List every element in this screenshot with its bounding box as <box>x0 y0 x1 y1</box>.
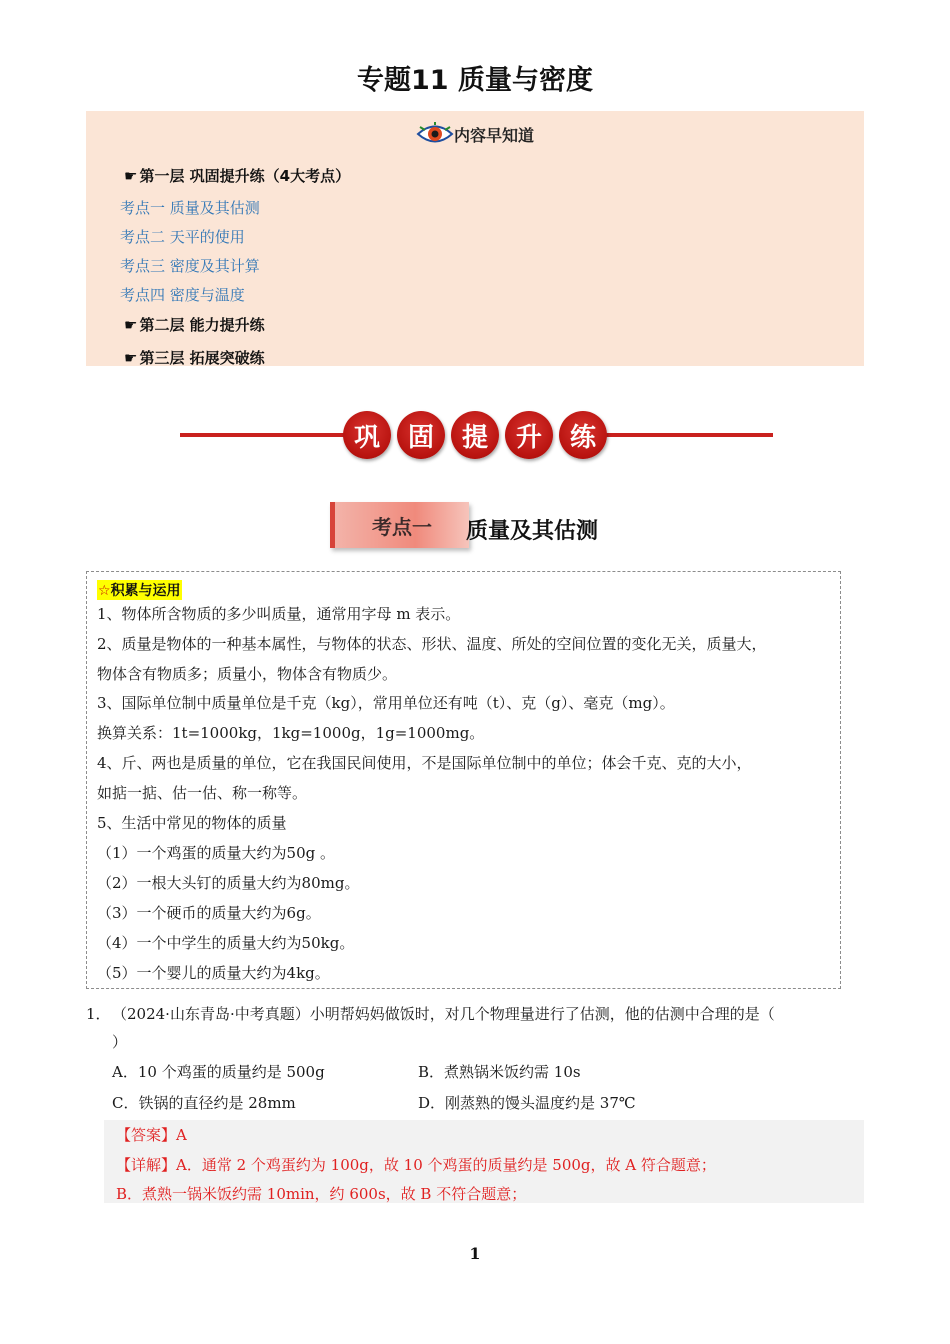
toc-link-kaodian-3[interactable]: 考点三 密度及其计算 <box>120 257 260 275</box>
banner-rule-right <box>605 433 773 437</box>
notes-line: （4）一个中学生的质量大约为50kg。 <box>97 934 355 952</box>
page-number: 1 <box>469 1244 481 1263</box>
toc-layer-3[interactable] <box>124 347 265 368</box>
toc-layer-1[interactable] <box>124 165 350 186</box>
pointing-hand-icon: ☛ <box>124 167 138 185</box>
explanation-line: 【详解】A．通常 2 个鸡蛋约为 100g，故 10 个鸡蛋的质量约是 500g，故 A 符合题意； <box>116 1156 716 1174</box>
banner-char: 提 <box>451 411 499 459</box>
notes-line: 2、质量是物体的一种基本属性，与物体的状态、形状、温度、所处的空间位置的变化无关，质量大， <box>97 635 767 653</box>
answer-box <box>104 1120 864 1203</box>
notes-line: 换算关系：1t=1000kg，1kg=1000g，1g=1000mg。 <box>97 724 485 742</box>
option-c: C．铁锅的直径约是 28mm <box>112 1094 296 1112</box>
toc-layer-2[interactable] <box>124 314 265 335</box>
notes-line: （5）一个婴儿的质量大约为4kg。 <box>97 964 330 982</box>
option-b: B．煮熟锅米饭约需 10s <box>418 1063 581 1081</box>
toc-link-kaodian-1[interactable]: 考点一 质量及其估测 <box>120 199 260 217</box>
eye-icon <box>416 121 454 147</box>
option-d: D．刚蒸熟的馒头温度约是 37℃ <box>418 1094 636 1112</box>
kaodian-label-box: 考点一 <box>330 502 469 548</box>
notes-line: （3）一个硬币的质量大约为6g。 <box>97 904 321 922</box>
toc-layer-3-label: 第三层 拓展突破练 <box>139 349 265 367</box>
question-number: 1． <box>86 1005 111 1023</box>
banner-rule-left <box>180 433 345 437</box>
banner-char: 练 <box>559 411 607 459</box>
section-banner <box>343 411 607 459</box>
banner-char: 升 <box>505 411 553 459</box>
notes-label-text: 积累与运用 <box>110 583 181 599</box>
toc-link-kaodian-2[interactable]: 考点二 天平的使用 <box>120 228 245 246</box>
toc-link-kaodian-4[interactable]: 考点四 密度与温度 <box>120 286 245 304</box>
notes-line: 3、国际单位制中质量单位是千克（kg），常用单位还有吨（t）、克（g）、毫克（mg）。 <box>97 694 675 712</box>
notes-line: 5、生活中常见的物体的质量 <box>97 814 287 832</box>
answer-line: 【答案】A <box>116 1126 187 1144</box>
question-stem: （2024·山东青岛·中考真题）小明帮妈妈做饭时，对几个物理量进行了估测，他的估测中合理的是（ <box>112 1005 775 1023</box>
toc-layer-1-label: 第一层 巩固提升练（4大考点） <box>139 167 351 185</box>
notes-line: 4、斤、两也是质量的单位，它在我国民间使用，不是国际单位制中的单位；体会千克、克的大小， <box>97 754 752 772</box>
banner-char: 巩 <box>343 411 391 459</box>
banner-char: 固 <box>397 411 445 459</box>
kaodian-title: 质量及其估测 <box>466 519 599 544</box>
pointing-hand-icon: ☛ <box>124 316 138 334</box>
toc-header <box>86 121 864 147</box>
table-of-contents <box>86 111 864 366</box>
notes-label <box>97 580 182 600</box>
question-stem-end: ） <box>112 1033 128 1051</box>
notes-box <box>86 571 841 989</box>
notes-line: （2）一根大头钉的质量大约为80mg。 <box>97 874 360 892</box>
star-icon: ☆ <box>98 583 111 599</box>
notes-line: 物体含有物质多；质量小，物体含有物质少。 <box>97 665 398 683</box>
notes-line: （1）一个鸡蛋的质量大约为50g 。 <box>97 844 336 862</box>
page-title: 专题11 质量与密度 <box>357 65 593 96</box>
option-a: A．10 个鸡蛋的质量约是 500g <box>112 1063 325 1081</box>
explanation-line: B．煮熟一锅米饭约需 10min，约 600s，故 B 不符合题意； <box>116 1185 527 1203</box>
pointing-hand-icon: ☛ <box>124 349 138 367</box>
notes-line: 如掂一掂、估一估、称一称等。 <box>97 784 308 802</box>
notes-line: 1、物体所含物质的多少叫质量，通常用字母 m 表示。 <box>97 605 461 623</box>
toc-layer-2-label: 第二层 能力提升练 <box>139 316 265 334</box>
toc-header-label: 内容早知道 <box>453 125 534 145</box>
